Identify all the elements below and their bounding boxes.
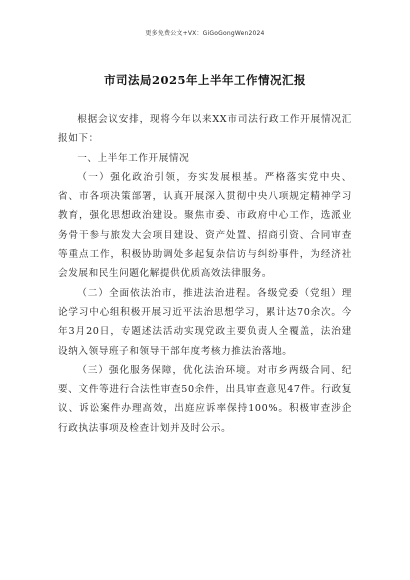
- paragraph-political-guidance: （一）强化政治引领，夯实发展根基。严格落实党中央、省、市各项决策部署，认真开展深入贯彻中央八项规定精神学习教育，强化思想政治建设。聚焦市委、市政府中心工作，选派业务骨干参与旅发大会项目建设、资产处置、招商引资、合同审查等重点工作，积极协助调处多起复杂信访与纠纷事件，为经济社会发展和民生问题化解提供优质高效法律服务。: [58, 171, 352, 280]
- document-title: 市司法局2025年上半年工作情况汇报: [103, 73, 306, 87]
- paragraph-rule-of-law: （二）全面依法治市，推进法治进程。各级党委（党组）理论学习中心组积极开展习近平法治思想学习，累计达70余次。今年3月20日，专题述法活动实现党政主要负责人全覆盖，法治建设纳入领导班子和领导干部年度考核力推法治落地。: [58, 287, 352, 357]
- paragraph-service-guarantee: （三）强化服务保障，优化法治环境。对市乡两级合同、纪要、文件等进行合法性审查50余件，出具审查意见47件。行政复议、诉讼案件办理高效，出庭应诉率保持100%。积极审查涉企行政执法事项及检查计划并及时公示。: [58, 364, 352, 434]
- header-note: 更多免费公文+VX：GiGoGongWen2024: [145, 30, 265, 37]
- intro-paragraph: 根据会议安排，现将今年以来XX市司法行政工作开展情况汇报如下：: [58, 114, 352, 145]
- document-body: [58, 110, 352, 438]
- section-heading: 一、上半年工作开展情况: [77, 152, 190, 164]
